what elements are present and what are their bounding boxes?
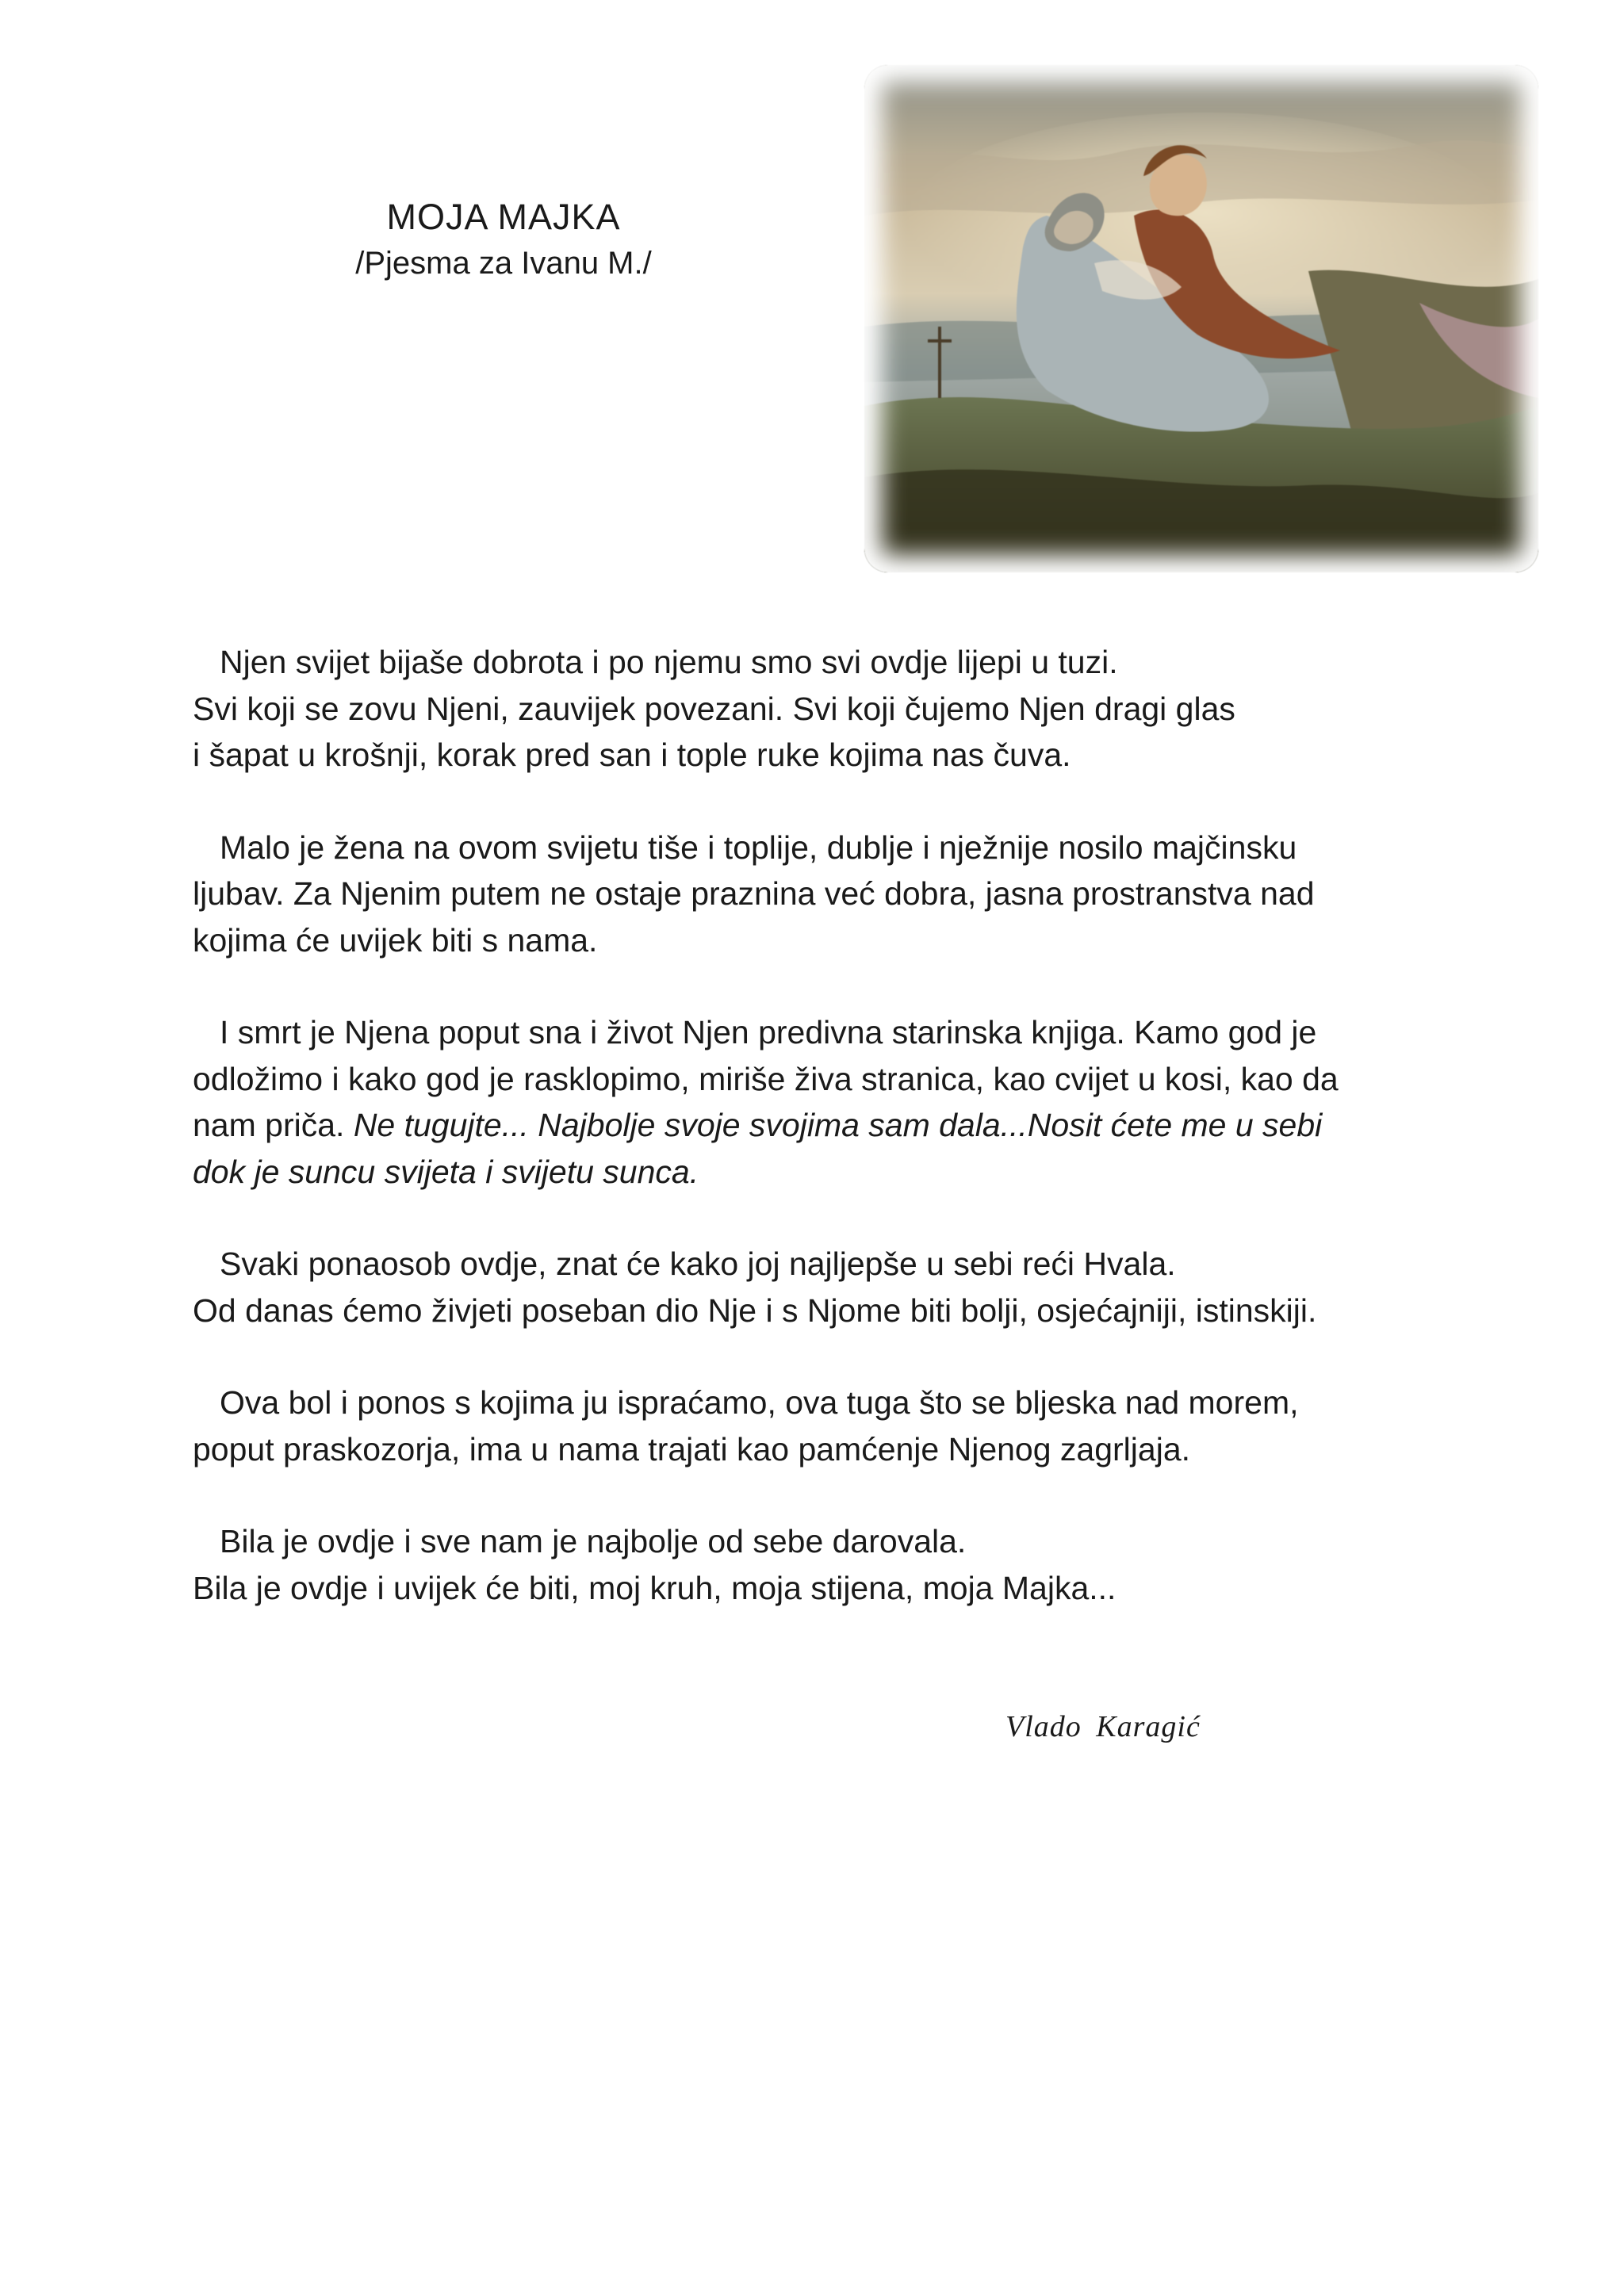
painting-image	[864, 65, 1538, 572]
painting-icon	[864, 65, 1538, 572]
stanza-4	[193, 1241, 1493, 1334]
poem-line: Bila je ovdje i uvijek će biti, moj kruh, moja stijena, moja Majka...	[193, 1569, 1116, 1606]
stanza-3	[193, 1009, 1493, 1195]
poem-line: Svi koji se zovu Njeni, zauvijek povezani. Svi koji čujemo Njen dragi glas	[193, 690, 1235, 727]
poem-line	[193, 1102, 1493, 1149]
poem-line: odložimo i kako god je rasklopimo, miriše živa stranica, kao cvijet u kosi, kao da	[193, 1060, 1339, 1097]
poem-line: Ova bol i ponos s kojima ju ispraćamo, ova tuga što se bljeska nad morem,	[220, 1384, 1299, 1421]
poem-line: Malo je žena na ovom svijetu tiše i toplije, dublje i nježnije nosilo majčinsku	[220, 828, 1297, 866]
poem-line: Bila je ovdje i sve nam je najbolje od sebe darovala.	[220, 1523, 967, 1559]
poem-title: MOJA MAJKA	[386, 197, 621, 237]
poem-line-plain: nam priča.	[193, 1107, 354, 1143]
poem-line: Njen svijet bijaše dobrota i po njemu smo svi ovdje lijepi u tuzi.	[220, 644, 1118, 680]
poem-line: I smrt je Njena poput sna i život Njen predivna starinska knjiga. Kamo god je	[220, 1014, 1317, 1050]
poem-line-italic: Ne tugujte... Najbolje svoje svojima sam dala...Nosit ćete me u sebi	[353, 1107, 1323, 1143]
poem-line-italic: dok je suncu svijeta i svijetu sunca.	[193, 1153, 699, 1190]
stanza-6	[193, 1518, 1493, 1611]
poem-line: Od danas ćemo živjeti poseban dio Nje i s Njome biti bolji, osjećajniji, istinskiji.	[193, 1292, 1317, 1329]
title-block	[301, 194, 706, 286]
author-signature: Vlado Karagić	[1005, 1710, 1201, 1743]
poem-line: ljubav. Za Njenim putem ne ostaje praznina već dobra, jasna prostranstva nad	[193, 875, 1315, 912]
stanza-1	[193, 639, 1493, 779]
stanza-5	[193, 1380, 1493, 1472]
poem-line: Svaki ponaosob ovdje, znat će kako joj najljepše u sebi reći Hvala.	[220, 1246, 1176, 1282]
poem-body	[193, 639, 1493, 1657]
poem-line: kojima će uvijek biti s nama.	[193, 921, 598, 959]
poem-line: poput praskozorja, ima u nama trajati kao pamćenje Njenog zagrljaja.	[193, 1430, 1191, 1468]
poem-line: i šapat u krošnji, korak pred san i tople ruke kojima nas čuva.	[193, 737, 1071, 773]
poem-subtitle: /Pjesma za Ivanu M./	[355, 246, 652, 281]
stanza-2	[193, 825, 1493, 964]
